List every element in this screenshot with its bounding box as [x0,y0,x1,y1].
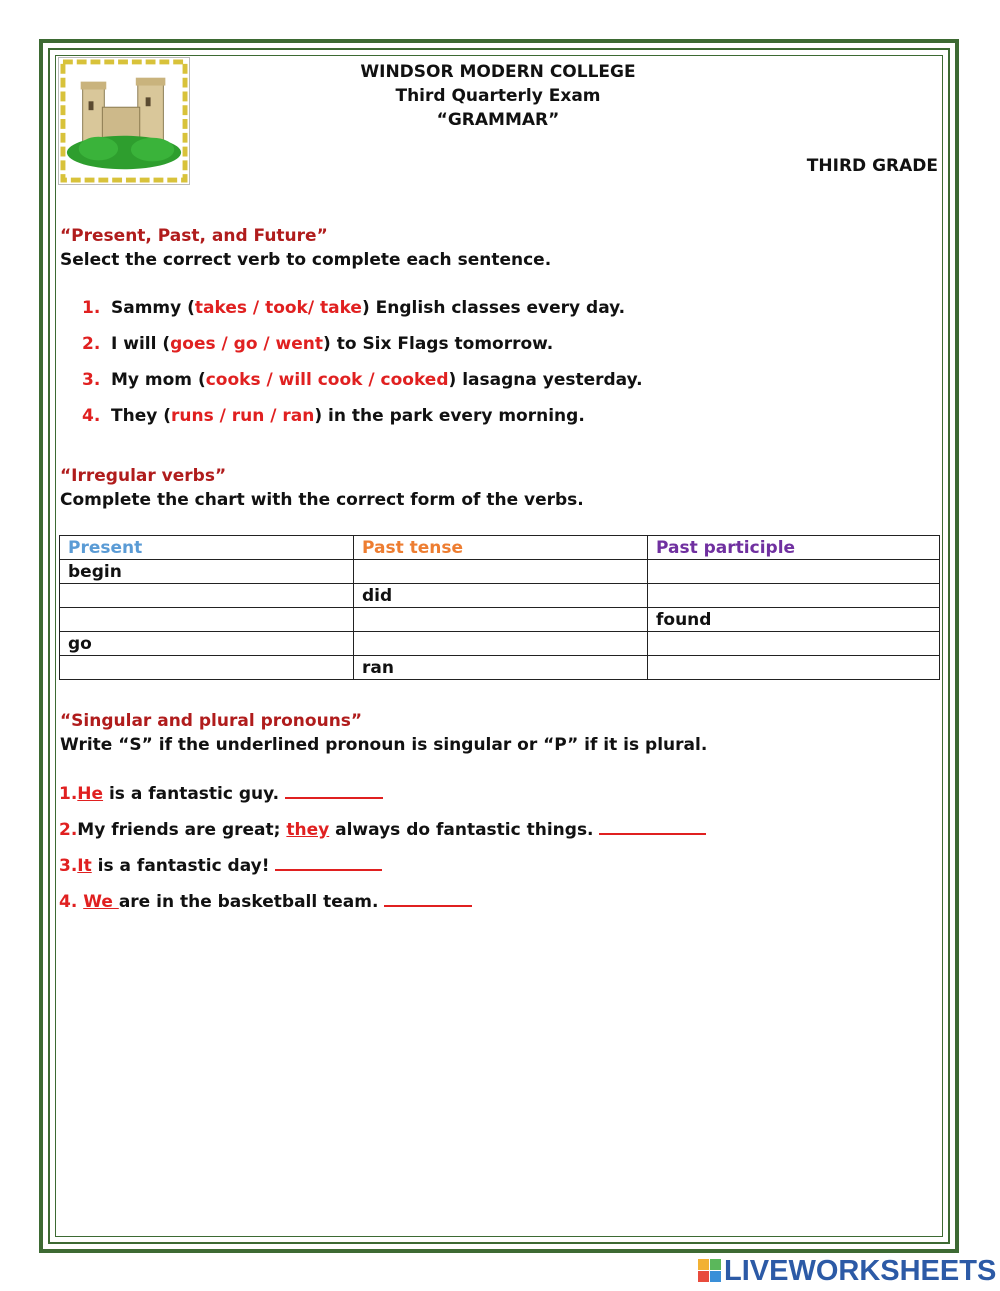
table-cell[interactable] [60,608,354,632]
list-item [59,776,706,812]
castle-crest-icon [59,58,189,184]
section-title-pronouns: “Singular and plural pronouns” [60,711,363,731]
item-text: is a fantastic day! [91,856,276,876]
brand-name: LIVEWORKSHEETS [724,1255,997,1287]
table-row [60,608,940,632]
underlined-pronoun: We [83,892,119,912]
table-cell[interactable]: found [648,608,940,632]
exam-name: Third Quarterly Exam [395,86,601,106]
list-item [82,326,643,362]
irregular-verbs-chart [59,535,940,680]
exam-header [300,60,696,132]
header-past-participle: Past participle [648,536,940,560]
item-number: 4. [82,406,101,426]
item-text: My mom ( [111,370,206,390]
pronoun-list [59,776,706,920]
verb-options[interactable]: takes / took/ take [194,298,362,318]
item-text: ) to Six Flags tomorrow. [323,334,554,354]
school-crest-logo [58,57,190,185]
chart-header-row [60,536,940,560]
table-row [60,656,940,680]
list-item [59,848,706,884]
item-text: is a fantastic guy. [103,784,286,804]
item-number: 2. [59,820,78,840]
section-title-irregular: “Irregular verbs” [60,466,227,486]
item-text: ) in the park every morning. [314,406,585,426]
list-item [82,398,643,434]
list-item [82,362,643,398]
answer-blank[interactable] [285,782,383,799]
table-cell[interactable] [648,584,940,608]
item-text: ) lasagna yesterday. [448,370,643,390]
underlined-pronoun: It [77,856,92,876]
table-cell[interactable]: ran [354,656,648,680]
item-text: They ( [111,406,171,426]
table-cell[interactable]: begin [60,560,354,584]
verb-options[interactable]: cooks / will cook / cooked [205,370,449,390]
cubes-icon [698,1259,722,1283]
underlined-pronoun: He [77,784,104,804]
table-cell[interactable] [354,560,648,584]
section-instruction-irregular: Complete the chart with the correct form of the verbs. [60,490,584,510]
table-cell[interactable]: go [60,632,354,656]
item-text: ) English classes every day. [361,298,626,318]
verb-options[interactable]: runs / run / ran [171,406,315,426]
table-row [60,632,940,656]
item-number: 3. [59,856,78,876]
section-instruction-tenses: Select the correct verb to complete each sentence. [60,250,552,270]
list-item [82,290,643,326]
item-text: My friends are great; [77,820,287,840]
table-row [60,584,940,608]
item-text: I will ( [111,334,171,354]
verb-options[interactable]: goes / go / went [170,334,324,354]
table-cell[interactable] [60,656,354,680]
item-number: 2. [82,334,101,354]
table-cell[interactable] [354,608,648,632]
item-text: always do fantastic things. [329,820,600,840]
answer-blank[interactable] [384,890,472,907]
section-title-tenses: “Present, Past, and Future” [60,226,328,246]
item-number: 4. [59,892,84,912]
table-cell[interactable]: did [354,584,648,608]
table-cell[interactable] [648,656,940,680]
subject-name: “GRAMMAR” [436,110,560,130]
table-cell[interactable] [354,632,648,656]
item-number: 1. [59,784,78,804]
item-text: Sammy ( [111,298,195,318]
table-cell[interactable] [60,584,354,608]
verb-choice-list [82,290,643,434]
list-item [59,812,706,848]
table-row [60,560,940,584]
table-cell[interactable] [648,632,940,656]
section-instruction-pronouns: Write “S” if the underlined pronoun is singular or “P” if it is plural. [60,735,708,755]
underlined-pronoun: they [286,820,330,840]
answer-blank[interactable] [599,818,706,835]
header-past-tense: Past tense [354,536,648,560]
school-name: WINDSOR MODERN COLLEGE [360,62,636,82]
grade-label: THIRD GRADE [806,156,938,176]
item-text: are in the basketball team. [118,892,385,912]
item-number: 1. [82,298,101,318]
header-present: Present [60,536,354,560]
answer-blank[interactable] [275,854,382,871]
list-item [59,884,706,920]
table-cell[interactable] [648,560,940,584]
item-number: 3. [82,370,101,390]
